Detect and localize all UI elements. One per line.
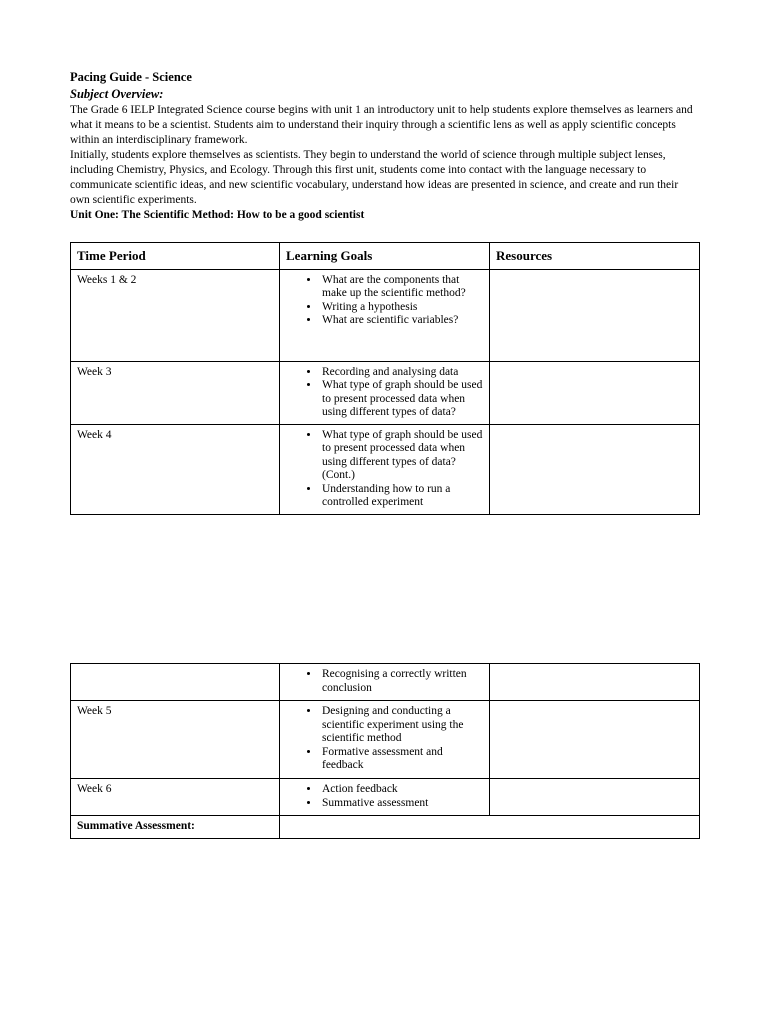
cell-resources [490,269,700,361]
cell-learning-goals [280,269,490,361]
pacing-table-part-1 [70,242,700,515]
goal-item: • Action feedback [320,783,483,797]
header-learning-goals: Learning Goals [280,243,490,270]
cell-learning-goals [280,664,490,701]
unit-title: Unit One: The Scientific Method: How to be a good scientist [70,209,365,221]
goal-item: • Summative assessment [320,797,483,811]
cell-time-period: Week 4 [71,424,280,514]
cell-resources [490,779,700,816]
overview-paragraph-1: The Grade 6 IELP Integrated Science course begins with unit 1 an introductory unit to help students explore themselves as learners and what it means to be a scientist. Students aim to understand their inquiry through a scientific lens as well as apply scientific concepts within an interdisciplinary framework. [70,104,693,146]
pacing-table-part-2 [70,663,700,839]
goal-item: • Recognising a correctly written conclusion [320,668,483,695]
cell-learning-goals [280,779,490,816]
page-title: Pacing Guide - Science [70,70,192,84]
table-header-row [71,243,700,270]
table-row [71,424,700,514]
cell-time-period: Week 3 [71,361,280,424]
header-resources: Resources [490,243,700,270]
summative-assessment-value [280,816,700,839]
summative-assessment-label: Summative Assessment: [71,816,280,839]
goal-item: • Writing a hypothesis [320,301,483,315]
goal-item: • What type of graph should be used to present processed data when using different types of data? (Cont.) [320,429,483,483]
goal-item: • Recording and analysing data [320,366,483,380]
overview-paragraph-2: Initially, students explore themselves as scientists. They begin to understand the world of science through multiple subject lenses, including Chemistry, Physics, and Ecology. Through this first unit, students come into contact with the language necessary to communicate scientific ideas, and new scientific vocabulary, understand how ideas are presented in science, and create and run their own scientific experiments. [70,149,679,206]
goal-item: • Designing and conducting a scientific experiment using the scientific method [320,705,483,746]
goal-item: • Understanding how to run a controlled experiment [320,483,483,510]
goal-item: • Formative assessment and feedback [320,746,483,773]
table-row [71,779,700,816]
cell-learning-goals [280,424,490,514]
cell-time-period: Weeks 1 & 2 [71,269,280,361]
cell-resources [490,424,700,514]
document-header [70,70,700,223]
cell-time-period [71,664,280,701]
table-row [71,361,700,424]
subject-overview-heading: Subject Overview: [70,87,164,101]
cell-resources [490,361,700,424]
cell-resources [490,701,700,779]
cell-time-period: Week 6 [71,779,280,816]
summative-assessment-row [71,816,700,839]
goal-item: • What are scientific variables? [320,314,483,328]
table-row [71,701,700,779]
cell-learning-goals [280,361,490,424]
goal-item: • What type of graph should be used to present processed data when using different types of data? [320,379,483,420]
table-row [71,269,700,361]
header-time-period: Time Period [71,243,280,270]
cell-learning-goals [280,701,490,779]
cell-time-period: Week 5 [71,701,280,779]
goal-item: • What are the components that make up the scientific method? [320,274,483,301]
table-row [71,664,700,701]
cell-resources [490,664,700,701]
